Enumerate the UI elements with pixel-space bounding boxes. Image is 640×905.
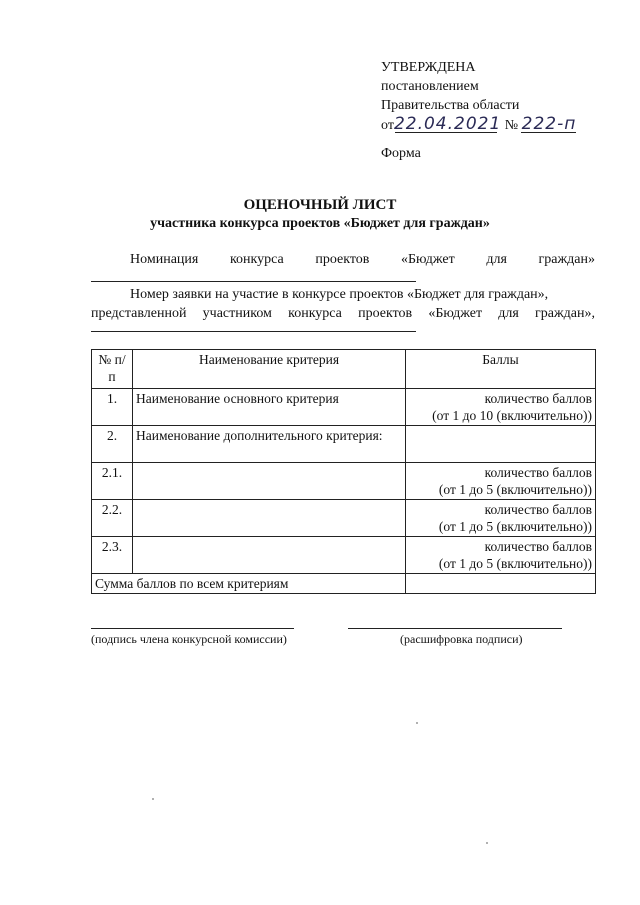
total-value — [406, 574, 596, 594]
nomination-blank-line — [91, 281, 416, 282]
score-text: количество баллов — [484, 391, 592, 406]
application-word: для — [498, 306, 519, 321]
signature-decryption-caption: (расшифровка подписи) — [400, 632, 523, 646]
form-label: Форма — [381, 146, 421, 161]
nomination-word: для — [486, 252, 507, 267]
table-row — [92, 500, 596, 537]
score-text: количество баллов — [484, 539, 592, 554]
row-num: 2.3. — [92, 537, 133, 574]
document-title: ОЦЕНОЧНЫЙ ЛИСТ — [243, 197, 397, 213]
row-score — [406, 463, 596, 500]
application-word: конкурса — [288, 306, 342, 321]
row-score — [406, 389, 596, 426]
date-underline — [395, 132, 497, 133]
criteria-table — [91, 349, 596, 594]
header-name: Наименование критерия — [133, 350, 406, 389]
row-score — [406, 426, 596, 463]
score-range: (от 1 до 5 (включительно)) — [438, 482, 592, 497]
row-name — [133, 463, 406, 500]
application-word: представленной — [91, 306, 187, 321]
nomination-word: «Бюджет — [401, 252, 455, 267]
table-header-row — [92, 350, 596, 389]
score-text: количество баллов — [484, 465, 592, 480]
table-row — [92, 426, 596, 463]
application-word: проектов — [358, 306, 413, 321]
header-num: № п/п — [92, 350, 133, 389]
score-range: (от 1 до 5 (включительно)) — [438, 519, 592, 534]
row-num: 2. — [92, 426, 133, 463]
scan-speck — [416, 722, 418, 724]
scan-speck — [486, 842, 488, 844]
score-text: количество баллов — [484, 502, 592, 517]
row-num: 2.1. — [92, 463, 133, 500]
application-word: участником — [202, 306, 272, 321]
row-num: 2.2. — [92, 500, 133, 537]
row-name: Наименование основного критерия — [133, 389, 406, 426]
header-score: Баллы — [406, 350, 596, 389]
score-range: (от 1 до 10 (включительно)) — [432, 408, 592, 423]
table-total-row — [92, 574, 596, 594]
application-word: граждан», — [535, 306, 595, 321]
nomination-word: проектов — [315, 252, 370, 267]
application-paragraph — [91, 285, 595, 323]
number-underline — [521, 132, 576, 133]
total-label: Сумма баллов по всем критериям — [92, 574, 406, 594]
row-score — [406, 500, 596, 537]
nomination-word: Номинация — [130, 252, 199, 267]
signature-line — [91, 628, 294, 629]
row-name — [133, 537, 406, 574]
nomination-paragraph — [91, 250, 595, 269]
approval-number-label: № — [504, 118, 519, 133]
approval-date-handwritten: 22.04.2021 — [393, 114, 502, 134]
row-num: 1. — [92, 389, 133, 426]
approval-number-handwritten: 222-п — [521, 114, 577, 134]
approval-ot-label: от — [381, 118, 394, 133]
approval-block — [381, 58, 576, 137]
application-line-2 — [91, 304, 595, 323]
scan-speck — [152, 798, 154, 800]
signature-decryption-line — [348, 628, 562, 629]
nomination-line — [91, 250, 595, 269]
nomination-word: граждан» — [538, 252, 595, 267]
approval-date-line — [381, 115, 576, 137]
row-score — [406, 537, 596, 574]
approval-by: постановлением — [381, 79, 479, 94]
application-word: «Бюджет — [428, 306, 483, 321]
table-row — [92, 537, 596, 574]
approval-authority: Правительства области — [381, 98, 520, 113]
row-name — [133, 500, 406, 537]
table-row — [92, 463, 596, 500]
signature-caption: (подпись члена конкурсной комиссии) — [91, 632, 287, 646]
nomination-word: конкурса — [229, 252, 284, 267]
approval-heading: УТВЕРЖДЕНА — [381, 60, 476, 75]
score-range: (от 1 до 5 (включительно)) — [438, 556, 592, 571]
document-subtitle: участника конкурса проектов «Бюджет для граждан» — [150, 216, 490, 231]
table-row — [92, 389, 596, 426]
row-name: Наименование дополнительного критерия: — [133, 426, 406, 463]
application-blank-line — [91, 331, 416, 332]
application-line-1: Номер заявки на участие в конкурсе проектов «Бюджет для граждан», — [130, 287, 549, 302]
